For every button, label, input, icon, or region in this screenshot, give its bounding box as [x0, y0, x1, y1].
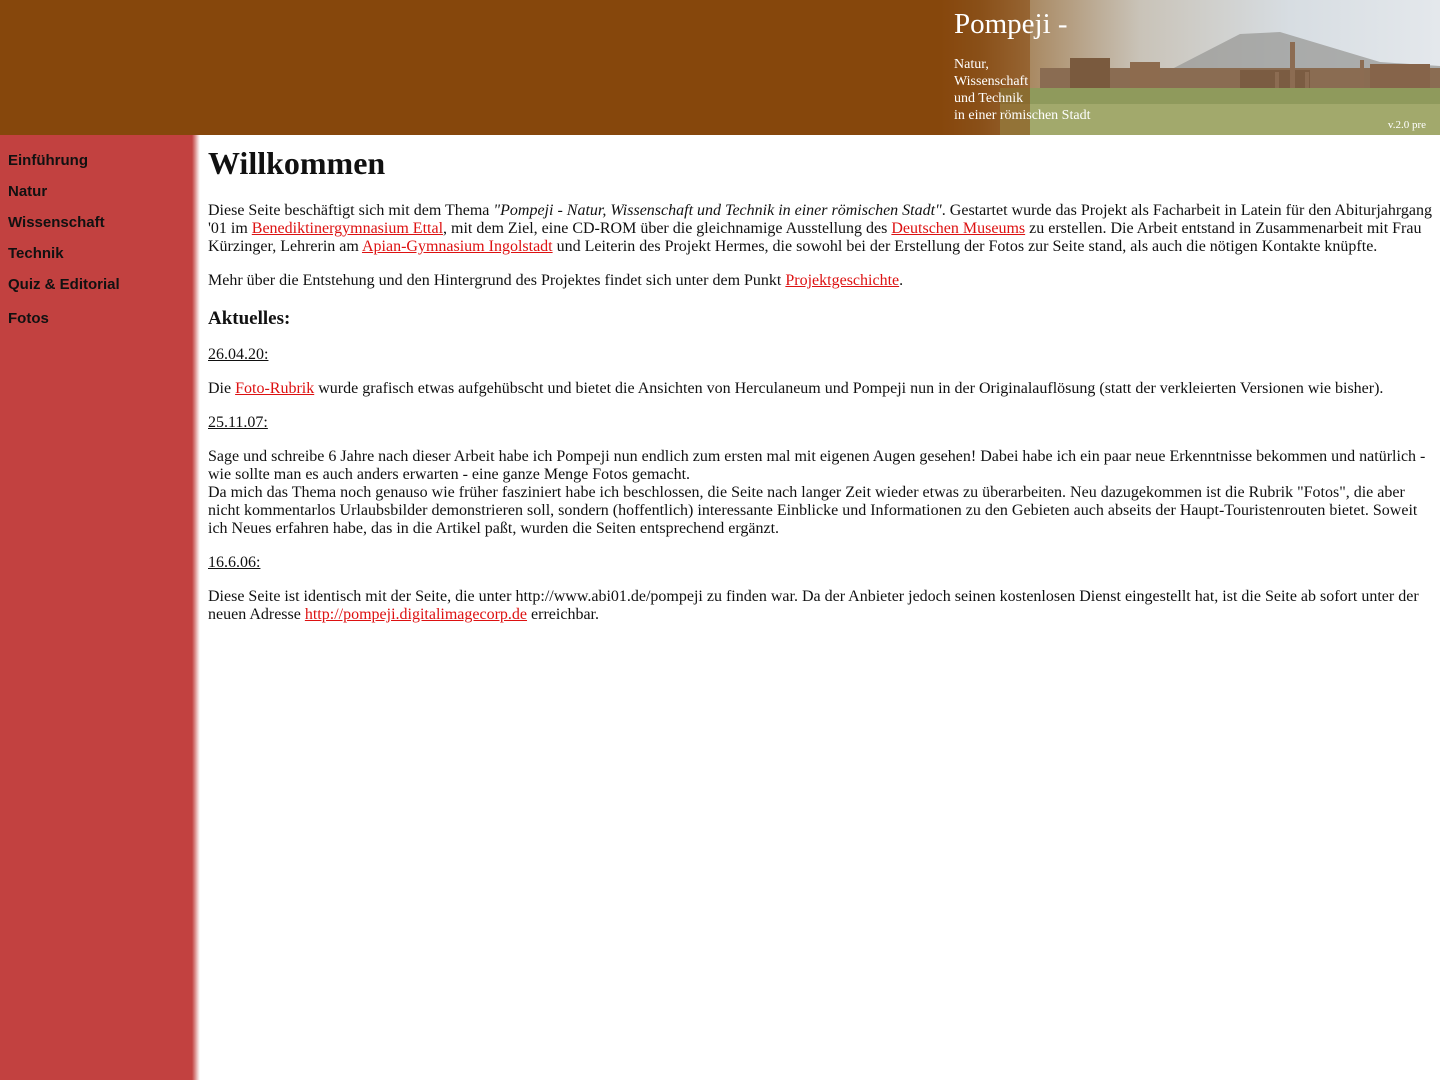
news-entry: [208, 380, 1434, 398]
link-benediktinergymnasium-ettal[interactable]: Benediktinergymnasium Ettal: [251, 220, 444, 237]
intro-text: . Gestartet wurde das Projekt als Facharbeit in Latein für den Abiturjahrgang '01 im: [208, 202, 1433, 237]
subtitle-line: in einer römischen Stadt: [954, 108, 1091, 123]
nav-item-wissenschaft[interactable]: Wissenschaft: [8, 214, 105, 231]
news-entry: [208, 588, 1434, 624]
intro-text: zu erstellen. Die Arbeit entstand in Zusammenarbeit mit Frau Kürzinger, Lehrerin am: [208, 220, 1422, 255]
more-text: .: [899, 272, 904, 289]
link-projektgeschichte[interactable]: Projektgeschichte: [785, 272, 900, 289]
news-text: Diese Seite ist identisch mit der Seite, die unter http://www.abi01.de/pompeji zu finden war. Da der Anbieter jedoch seinen kostenlosen Dienst eingestellt hat, ist die Seite ab sofort unter der neuen Adresse: [208, 588, 1419, 623]
more-text: Mehr über die Entstehung und den Hintergrund des Projektes findet sich unter dem Punkt: [208, 272, 786, 289]
site-title: Pompeji -: [954, 8, 1068, 40]
link-deutschen-museums[interactable]: Deutschen Museums: [891, 220, 1026, 237]
news-date: [208, 346, 1434, 364]
link-foto-rubrik[interactable]: Foto-Rubrik: [235, 380, 315, 397]
intro-theme: "Pompeji - Natur, Wissenschaft und Technik in einer römischen Stadt": [493, 202, 942, 219]
news-text: Die: [208, 380, 236, 397]
news-text: wurde grafisch etwas aufgehübscht und bietet die Ansichten von Herculaneum und Pompeji nun in der Originalauflösung (statt der verkleierten Versionen wie bisher).: [314, 380, 1384, 397]
nav-item-einfuehrung[interactable]: Einführung: [8, 152, 88, 169]
news-date-label: 26.04.20:: [208, 346, 269, 363]
subtitle-line: und Technik: [954, 91, 1024, 106]
news-text: Sage und schreibe 6 Jahre nach dieser Arbeit habe ich Pompeji nun endlich zum ersten mal mit eigenen Augen gesehen! Dabei habe ich ein paar neue Erkenntnisse bekommen und natürlich - wie sollte man es auch anders erwarten - eine ganze Menge Fotos gemacht.: [208, 448, 1426, 483]
intro-paragraph: [208, 202, 1434, 256]
intro-text: Diese Seite beschäftigt sich mit dem Thema: [208, 202, 494, 219]
version-label: v.2.0 pre: [1387, 119, 1426, 131]
news-text: Da mich das Thema noch genauso wie früher fasziniert habe ich beschlossen, die Seite nach langer Zeit wieder etwas zu überarbeiten. Neu dazugekommen ist die Rubrik "Fotos", die aber nicht kommentarlos Urlaubsbilder demonstrieren soll, sondern (hoffentlich) interessante Einblicke und Informationen zu den Gebieten auch abseits der Haupt-Touristenrouten bietet. Soweit ich Neues erfahren habe, das in die Artikel paßt, wurden die Seiten entsprechend ergänzt.: [208, 484, 1418, 537]
news-heading: Aktuelles:: [208, 308, 291, 329]
intro-text: , mit dem Ziel, eine CD-ROM über die gleichnamige Ausstellung des: [443, 220, 892, 237]
news-text: erreichbar.: [527, 606, 599, 623]
intro-text: und Leiterin des Projekt Hermes, die sowohl bei der Erstellung der Fotos zur Seite stand, als auch die nötigen Kontakte knüpfte.: [552, 238, 1378, 255]
more-paragraph: [208, 272, 1434, 290]
news-entry: [208, 448, 1434, 538]
nav-item-quiz-editorial[interactable]: Quiz & Editorial: [8, 276, 120, 293]
nav-item-natur[interactable]: Natur: [8, 183, 48, 200]
main-content: [208, 135, 1434, 624]
page-title: Willkommen: [208, 145, 386, 181]
link-new-address[interactable]: http://pompeji.digitalimagecorp.de: [304, 606, 528, 623]
nav-item-fotos[interactable]: Fotos: [8, 310, 49, 327]
news-date-label: 25.11.07:: [208, 414, 268, 431]
news-date-label: 16.6.06:: [208, 554, 261, 571]
nav-item-technik[interactable]: Technik: [8, 245, 64, 262]
subtitle-line: Natur,: [954, 57, 989, 72]
sidebar-nav: [0, 135, 200, 1080]
news-date: [208, 554, 1434, 572]
site-subtitle: [954, 56, 1090, 124]
subtitle-line: Wissenschaft: [954, 74, 1029, 89]
news-date: [208, 414, 1434, 432]
link-apian-gymnasium[interactable]: Apian-Gymnasium Ingolstadt: [361, 238, 553, 255]
